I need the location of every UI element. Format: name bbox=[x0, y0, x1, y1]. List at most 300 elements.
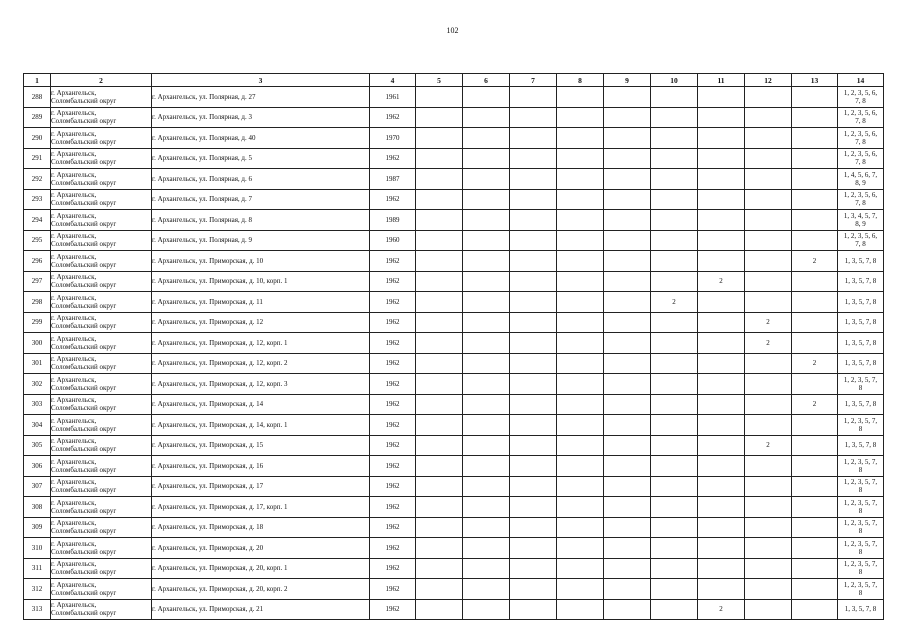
district-line: г. Архангельск, bbox=[51, 109, 97, 118]
criteria-list-cell bbox=[838, 87, 884, 108]
year-cell: 1970 bbox=[370, 128, 416, 149]
column-header: 8 bbox=[557, 74, 604, 87]
col-9-cell bbox=[604, 333, 651, 354]
criteria-line: 8 bbox=[858, 465, 863, 474]
col-9-cell bbox=[604, 497, 651, 518]
criteria-line: 1, 2, 3, 5, 7, bbox=[843, 539, 878, 548]
col-13-cell bbox=[792, 128, 838, 149]
col-7-cell bbox=[510, 517, 557, 538]
col-6-cell bbox=[463, 353, 510, 374]
district-line: г. Архангельск, bbox=[51, 437, 97, 446]
column-header: 7 bbox=[510, 74, 557, 87]
col-8-cell bbox=[557, 538, 604, 559]
col-7-cell bbox=[510, 230, 557, 251]
col-13-cell bbox=[792, 599, 838, 620]
row-number: 301 bbox=[24, 353, 51, 374]
year-cell: 1962 bbox=[370, 435, 416, 456]
col-11-cell bbox=[698, 435, 745, 456]
col-8-cell bbox=[557, 189, 604, 210]
col-7-cell bbox=[510, 128, 557, 149]
column-header: 12 bbox=[745, 74, 792, 87]
col-10-cell bbox=[651, 189, 698, 210]
col-12-cell bbox=[745, 128, 792, 149]
col-12-cell bbox=[745, 87, 792, 108]
criteria-line: 1, 3, 5, 7, 8 bbox=[844, 441, 877, 450]
col-10-cell bbox=[651, 107, 698, 128]
criteria-line: 1, 4, 5, 6, 7, bbox=[843, 170, 878, 179]
col-13-cell bbox=[792, 415, 838, 436]
col-5-cell bbox=[416, 251, 463, 272]
column-header: 10 bbox=[651, 74, 698, 87]
row-number: 310 bbox=[24, 538, 51, 559]
col-5-cell bbox=[416, 312, 463, 333]
col-6-cell bbox=[463, 189, 510, 210]
col-7-cell bbox=[510, 558, 557, 579]
col-7-cell bbox=[510, 251, 557, 272]
table-body bbox=[24, 87, 884, 620]
col-8-cell bbox=[557, 476, 604, 497]
criteria-line: 1, 3, 5, 7, 8 bbox=[844, 400, 877, 409]
table-row bbox=[24, 210, 884, 231]
address-cell: г. Архангельск, ул. Приморская, д. 17 bbox=[152, 476, 370, 497]
col-6-cell bbox=[463, 599, 510, 620]
district-line: г. Архангельск, bbox=[51, 375, 97, 384]
address-cell: г. Архангельск, ул. Приморская, д. 18 bbox=[152, 517, 370, 538]
col-7-cell bbox=[510, 456, 557, 477]
criteria-line: 8, 9 bbox=[855, 219, 866, 228]
col-6-cell bbox=[463, 312, 510, 333]
criteria-line: 1, 2, 3, 5, 6, bbox=[843, 232, 878, 241]
district-cell bbox=[51, 333, 152, 354]
col-10-cell bbox=[651, 148, 698, 169]
col-12-cell bbox=[745, 251, 792, 272]
column-header: 11 bbox=[698, 74, 745, 87]
row-number: 293 bbox=[24, 189, 51, 210]
criteria-line: 1, 2, 3, 5, 6, bbox=[843, 191, 878, 200]
column-header: 14 bbox=[838, 74, 884, 87]
col-6-cell bbox=[463, 210, 510, 231]
year-cell: 1962 bbox=[370, 394, 416, 415]
col-7-cell bbox=[510, 169, 557, 190]
col-5-cell bbox=[416, 292, 463, 313]
year-cell: 1962 bbox=[370, 579, 416, 600]
criteria-line: 1, 3, 5, 7, 8 bbox=[844, 605, 877, 614]
col-13-cell bbox=[792, 292, 838, 313]
col-9-cell bbox=[604, 353, 651, 374]
col-10-cell bbox=[651, 558, 698, 579]
col-5-cell bbox=[416, 271, 463, 292]
col-8-cell bbox=[557, 497, 604, 518]
table-row bbox=[24, 538, 884, 559]
col-6-cell bbox=[463, 579, 510, 600]
district-cell bbox=[51, 148, 152, 169]
criteria-list-cell bbox=[838, 312, 884, 333]
year-cell: 1962 bbox=[370, 292, 416, 313]
col-13-cell: 2 bbox=[792, 353, 838, 374]
col-10-cell bbox=[651, 599, 698, 620]
col-8-cell bbox=[557, 558, 604, 579]
criteria-line: 8, 9 bbox=[855, 178, 866, 187]
criteria-line: 1, 2, 3, 5, 7, bbox=[843, 478, 878, 487]
col-10-cell bbox=[651, 435, 698, 456]
year-cell: 1962 bbox=[370, 148, 416, 169]
district-line: Соломбальский округ bbox=[51, 96, 117, 105]
col-8-cell bbox=[557, 169, 604, 190]
address-cell: г. Архангельск, ул. Приморская, д. 20, корп. 1 bbox=[152, 558, 370, 579]
criteria-list-cell bbox=[838, 333, 884, 354]
criteria-line: 1, 3, 4, 5, 7, bbox=[843, 211, 878, 220]
col-13-cell bbox=[792, 230, 838, 251]
col-6-cell bbox=[463, 87, 510, 108]
district-line: г. Архангельск, bbox=[51, 334, 97, 343]
criteria-list-cell bbox=[838, 107, 884, 128]
col-5-cell bbox=[416, 230, 463, 251]
address-cell: г. Архангельск, ул. Приморская, д. 14, корп. 1 bbox=[152, 415, 370, 436]
col-9-cell bbox=[604, 189, 651, 210]
row-number: 300 bbox=[24, 333, 51, 354]
col-7-cell bbox=[510, 394, 557, 415]
col-12-cell bbox=[745, 148, 792, 169]
col-9-cell bbox=[604, 476, 651, 497]
district-line: Соломбальский округ bbox=[51, 465, 117, 474]
criteria-line: 1, 2, 3, 5, 6, bbox=[843, 88, 878, 97]
column-header: 4 bbox=[370, 74, 416, 87]
col-6-cell bbox=[463, 415, 510, 436]
col-11-cell bbox=[698, 579, 745, 600]
district-line: Соломбальский округ bbox=[51, 588, 117, 597]
col-6-cell bbox=[463, 333, 510, 354]
criteria-line: 7, 8 bbox=[855, 137, 866, 146]
col-5-cell bbox=[416, 435, 463, 456]
district-line: Соломбальский округ bbox=[51, 178, 117, 187]
table-row bbox=[24, 599, 884, 620]
criteria-line: 1, 2, 3, 5, 6, bbox=[843, 129, 878, 138]
row-number: 292 bbox=[24, 169, 51, 190]
table-row bbox=[24, 415, 884, 436]
criteria-list-cell bbox=[838, 210, 884, 231]
col-11-cell bbox=[698, 456, 745, 477]
col-6-cell bbox=[463, 435, 510, 456]
table-row bbox=[24, 128, 884, 149]
table-row bbox=[24, 497, 884, 518]
table-row bbox=[24, 394, 884, 415]
criteria-line: 1, 2, 3, 5, 7, bbox=[843, 375, 878, 384]
criteria-list-cell bbox=[838, 271, 884, 292]
col-8-cell bbox=[557, 374, 604, 395]
col-11-cell bbox=[698, 353, 745, 374]
address-cell: г. Архангельск, ул. Приморская, д. 20, корп. 2 bbox=[152, 579, 370, 600]
col-10-cell bbox=[651, 333, 698, 354]
criteria-list-cell bbox=[838, 189, 884, 210]
col-11-cell bbox=[698, 148, 745, 169]
year-cell: 1962 bbox=[370, 538, 416, 559]
col-13-cell bbox=[792, 374, 838, 395]
col-12-cell bbox=[745, 230, 792, 251]
district-line: Соломбальский округ bbox=[51, 342, 117, 351]
col-13-cell bbox=[792, 456, 838, 477]
col-6-cell bbox=[463, 394, 510, 415]
col-13-cell bbox=[792, 476, 838, 497]
col-6-cell bbox=[463, 456, 510, 477]
col-8-cell bbox=[557, 230, 604, 251]
col-13-cell: 2 bbox=[792, 394, 838, 415]
district-cell bbox=[51, 87, 152, 108]
col-10-cell bbox=[651, 497, 698, 518]
year-cell: 1962 bbox=[370, 456, 416, 477]
table-row bbox=[24, 251, 884, 272]
district-cell bbox=[51, 128, 152, 149]
district-line: Соломбальский округ bbox=[51, 158, 117, 167]
district-cell bbox=[51, 599, 152, 620]
col-9-cell bbox=[604, 148, 651, 169]
col-7-cell bbox=[510, 107, 557, 128]
col-6-cell bbox=[463, 292, 510, 313]
district-line: Соломбальский округ bbox=[51, 568, 117, 577]
column-header: 1 bbox=[24, 74, 51, 87]
district-cell bbox=[51, 292, 152, 313]
col-8-cell bbox=[557, 210, 604, 231]
address-cell: г. Архангельск, ул. Приморская, д. 12, корп. 1 bbox=[152, 333, 370, 354]
col-11-cell: 2 bbox=[698, 599, 745, 620]
district-cell bbox=[51, 435, 152, 456]
district-line: Соломбальский округ bbox=[51, 240, 117, 249]
criteria-line: 1, 3, 5, 7, 8 bbox=[844, 338, 877, 347]
col-10-cell bbox=[651, 210, 698, 231]
col-10-cell bbox=[651, 251, 698, 272]
column-header: 9 bbox=[604, 74, 651, 87]
criteria-line: 1, 2, 3, 5, 7, bbox=[843, 519, 878, 528]
col-5-cell bbox=[416, 415, 463, 436]
col-9-cell bbox=[604, 456, 651, 477]
criteria-list-cell bbox=[838, 169, 884, 190]
col-12-cell bbox=[745, 517, 792, 538]
col-13-cell: 2 bbox=[792, 251, 838, 272]
district-line: г. Архангельск, bbox=[51, 601, 97, 610]
address-cell: г. Архангельск, ул. Приморская, д. 16 bbox=[152, 456, 370, 477]
year-cell: 1962 bbox=[370, 374, 416, 395]
col-10-cell bbox=[651, 271, 698, 292]
table-row bbox=[24, 107, 884, 128]
row-number: 294 bbox=[24, 210, 51, 231]
col-12-cell: 2 bbox=[745, 333, 792, 354]
district-line: г. Архангельск, bbox=[51, 539, 97, 548]
year-cell: 1962 bbox=[370, 497, 416, 518]
row-number: 308 bbox=[24, 497, 51, 518]
district-cell bbox=[51, 517, 152, 538]
col-11-cell bbox=[698, 333, 745, 354]
criteria-list-cell bbox=[838, 599, 884, 620]
table-row bbox=[24, 292, 884, 313]
district-cell bbox=[51, 415, 152, 436]
col-5-cell bbox=[416, 189, 463, 210]
district-line: г. Архангельск, bbox=[51, 273, 97, 282]
col-11-cell bbox=[698, 169, 745, 190]
address-cell: г. Архангельск, ул. Приморская, д. 10, корп. 1 bbox=[152, 271, 370, 292]
col-13-cell bbox=[792, 148, 838, 169]
col-8-cell bbox=[557, 271, 604, 292]
table-row bbox=[24, 435, 884, 456]
col-5-cell bbox=[416, 394, 463, 415]
col-9-cell bbox=[604, 538, 651, 559]
col-8-cell bbox=[557, 353, 604, 374]
district-line: Соломбальский округ bbox=[51, 301, 117, 310]
col-5-cell bbox=[416, 169, 463, 190]
col-8-cell bbox=[557, 456, 604, 477]
col-5-cell bbox=[416, 107, 463, 128]
col-8-cell bbox=[557, 148, 604, 169]
table-row bbox=[24, 169, 884, 190]
district-line: Соломбальский округ bbox=[51, 527, 117, 536]
district-line: Соломбальский округ bbox=[51, 219, 117, 228]
col-7-cell bbox=[510, 415, 557, 436]
col-6-cell bbox=[463, 497, 510, 518]
year-cell: 1962 bbox=[370, 333, 416, 354]
col-9-cell bbox=[604, 394, 651, 415]
col-5-cell bbox=[416, 353, 463, 374]
criteria-list-cell bbox=[838, 230, 884, 251]
year-cell: 1987 bbox=[370, 169, 416, 190]
col-7-cell bbox=[510, 599, 557, 620]
table-row bbox=[24, 456, 884, 477]
col-8-cell bbox=[557, 107, 604, 128]
district-line: г. Архангельск, bbox=[51, 498, 97, 507]
col-9-cell bbox=[604, 107, 651, 128]
row-number: 311 bbox=[24, 558, 51, 579]
col-9-cell bbox=[604, 230, 651, 251]
row-number: 297 bbox=[24, 271, 51, 292]
col-7-cell bbox=[510, 271, 557, 292]
col-13-cell bbox=[792, 271, 838, 292]
col-6-cell bbox=[463, 128, 510, 149]
col-13-cell bbox=[792, 210, 838, 231]
criteria-list-cell bbox=[838, 558, 884, 579]
column-header: 2 bbox=[51, 74, 152, 87]
row-number: 304 bbox=[24, 415, 51, 436]
col-7-cell bbox=[510, 476, 557, 497]
col-11-cell bbox=[698, 292, 745, 313]
col-7-cell bbox=[510, 497, 557, 518]
col-10-cell bbox=[651, 312, 698, 333]
year-cell: 1960 bbox=[370, 230, 416, 251]
table-row bbox=[24, 558, 884, 579]
district-line: г. Архангельск, bbox=[51, 252, 97, 261]
district-cell bbox=[51, 456, 152, 477]
col-11-cell bbox=[698, 374, 745, 395]
criteria-line: 8 bbox=[858, 486, 863, 495]
district-line: Соломбальский округ bbox=[51, 486, 117, 495]
col-10-cell bbox=[651, 87, 698, 108]
district-line: Соломбальский округ bbox=[51, 117, 117, 126]
district-cell bbox=[51, 579, 152, 600]
col-13-cell bbox=[792, 558, 838, 579]
criteria-list-cell bbox=[838, 251, 884, 272]
district-line: Соломбальский округ bbox=[51, 199, 117, 208]
col-11-cell bbox=[698, 230, 745, 251]
address-cell: г. Архангельск, ул. Приморская, д. 17, корп. 1 bbox=[152, 497, 370, 518]
col-5-cell bbox=[416, 476, 463, 497]
year-cell: 1962 bbox=[370, 189, 416, 210]
col-13-cell bbox=[792, 333, 838, 354]
district-line: Соломбальский округ bbox=[51, 547, 117, 556]
district-line: г. Архангельск, bbox=[51, 396, 97, 405]
col-7-cell bbox=[510, 312, 557, 333]
col-9-cell bbox=[604, 435, 651, 456]
district-line: г. Архангельск, bbox=[51, 232, 97, 241]
col-6-cell bbox=[463, 517, 510, 538]
row-number: 309 bbox=[24, 517, 51, 538]
column-header: 13 bbox=[792, 74, 838, 87]
year-cell: 1962 bbox=[370, 517, 416, 538]
district-line: г. Архангельск, bbox=[51, 191, 97, 200]
row-number: 290 bbox=[24, 128, 51, 149]
row-number: 312 bbox=[24, 579, 51, 600]
criteria-line: 1, 3, 5, 7, 8 bbox=[844, 359, 877, 368]
col-13-cell bbox=[792, 435, 838, 456]
year-cell: 1962 bbox=[370, 558, 416, 579]
col-5-cell bbox=[416, 558, 463, 579]
district-line: Соломбальский округ bbox=[51, 609, 117, 618]
col-8-cell bbox=[557, 579, 604, 600]
district-line: г. Архангельск, bbox=[51, 478, 97, 487]
col-7-cell bbox=[510, 538, 557, 559]
row-number: 296 bbox=[24, 251, 51, 272]
col-8-cell bbox=[557, 394, 604, 415]
address-cell: г. Архангельск, ул. Полярная, д. 6 bbox=[152, 169, 370, 190]
col-13-cell bbox=[792, 517, 838, 538]
col-8-cell bbox=[557, 128, 604, 149]
col-5-cell bbox=[416, 210, 463, 231]
col-7-cell bbox=[510, 148, 557, 169]
col-12-cell bbox=[745, 107, 792, 128]
header-row bbox=[24, 74, 884, 87]
col-12-cell bbox=[745, 292, 792, 313]
district-line: Соломбальский округ bbox=[51, 260, 117, 269]
table-row bbox=[24, 476, 884, 497]
col-10-cell bbox=[651, 579, 698, 600]
criteria-line: 8 bbox=[858, 424, 863, 433]
col-10-cell bbox=[651, 374, 698, 395]
district-line: Соломбальский округ bbox=[51, 281, 117, 290]
col-8-cell bbox=[557, 415, 604, 436]
col-11-cell bbox=[698, 394, 745, 415]
year-cell: 1989 bbox=[370, 210, 416, 231]
register-table bbox=[23, 73, 884, 620]
row-number: 299 bbox=[24, 312, 51, 333]
row-number: 295 bbox=[24, 230, 51, 251]
col-11-cell bbox=[698, 87, 745, 108]
address-cell: г. Архангельск, ул. Приморская, д. 20 bbox=[152, 538, 370, 559]
table-row bbox=[24, 517, 884, 538]
year-cell: 1961 bbox=[370, 87, 416, 108]
col-10-cell bbox=[651, 456, 698, 477]
address-cell: г. Архангельск, ул. Полярная, д. 8 bbox=[152, 210, 370, 231]
col-7-cell bbox=[510, 374, 557, 395]
col-6-cell bbox=[463, 558, 510, 579]
col-11-cell bbox=[698, 128, 745, 149]
table-row bbox=[24, 189, 884, 210]
address-cell: г. Архангельск, ул. Приморская, д. 15 bbox=[152, 435, 370, 456]
col-12-cell bbox=[745, 497, 792, 518]
criteria-line: 8 bbox=[858, 506, 863, 515]
criteria-list-cell bbox=[838, 517, 884, 538]
district-line: г. Архангельск, bbox=[51, 150, 97, 159]
col-5-cell bbox=[416, 87, 463, 108]
page-number: 102 bbox=[446, 26, 459, 35]
col-8-cell bbox=[557, 599, 604, 620]
column-header: 5 bbox=[416, 74, 463, 87]
year-cell: 1962 bbox=[370, 476, 416, 497]
district-line: г. Архангельск, bbox=[51, 355, 97, 364]
